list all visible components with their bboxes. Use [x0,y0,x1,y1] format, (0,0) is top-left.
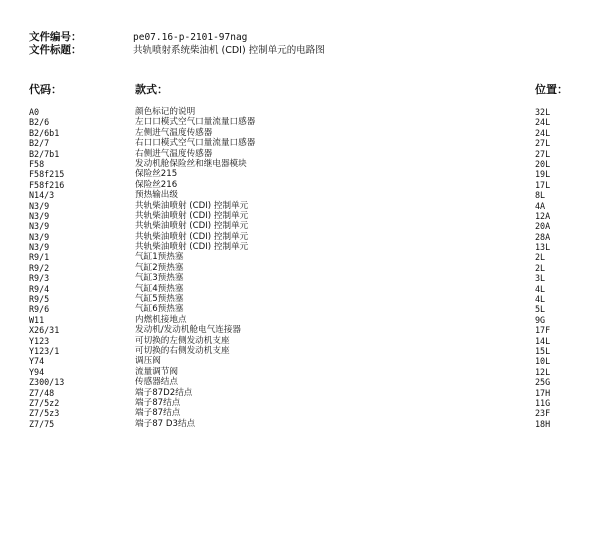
component-description: 左口口模式空气口量流量口感器 [135,117,256,128]
component-position: 4L [535,294,546,305]
component-code: Y123/1 [29,345,60,356]
component-position: 17H [535,387,551,398]
document-title-label: 文件标题： [29,44,82,56]
component-position: 27L [535,148,551,159]
table-row [0,180,602,190]
table-row [0,221,602,231]
component-description: 传感器结点 [135,377,178,388]
component-code: F58 [29,158,45,169]
table-row [0,294,602,304]
component-position: 20A [535,221,551,232]
table-row [0,201,602,211]
component-position: 14L [535,335,551,346]
component-position: 8L [535,190,546,201]
component-description: 颜色标记的说明 [135,107,196,117]
component-description: 气缸3预热塞 [135,273,184,284]
table-row [0,252,602,262]
table-row [0,211,602,221]
component-code: R9/3 [29,273,50,284]
column-header-code: 代码： [29,83,62,96]
table-row [0,117,602,127]
table-row [0,398,602,408]
table-row [0,273,602,283]
component-description: 共轨柴油喷射 (CDI) 控制单元 [135,231,249,242]
table-row [0,356,602,366]
component-code: N3/9 [29,231,50,242]
component-code: N3/9 [29,210,50,221]
component-description: 发动机舱保险丝和继电器模块 [135,158,247,169]
table-row [0,138,602,148]
component-description: 端子87 D3结点 [135,418,196,429]
table-row [0,315,602,325]
table-row [0,336,602,346]
table-row [0,346,602,356]
component-position: 12L [535,366,551,377]
table-row [0,367,602,377]
component-code: A0 [29,107,40,117]
table-row [0,169,602,179]
component-description: 共轨柴油喷射 (CDI) 控制单元 [135,210,249,221]
component-code: R9/6 [29,304,50,315]
component-position: 12A [535,210,551,221]
component-code: Y94 [29,366,45,377]
component-description: 可切换的右侧发动机支座 [135,345,230,356]
table-row [0,159,602,169]
component-code: N3/9 [29,200,50,211]
component-position: 19L [535,169,551,180]
component-code: N3/9 [29,242,50,253]
table-row [0,325,602,335]
table-row [0,408,602,418]
table-row [0,190,602,200]
component-description: 气缸6预热塞 [135,304,184,315]
document-number-value: pe07.16-p-2101-97nag [133,32,248,43]
component-description: 共轨柴油喷射 (CDI) 控制单元 [135,221,249,232]
component-code: Z7/48 [29,387,55,398]
table-row [0,377,602,387]
component-position: 2L [535,252,546,263]
component-position: 32L [535,107,551,117]
table-row [0,128,602,138]
component-code: N14/3 [29,190,55,201]
component-code: B2/7b1 [29,148,60,159]
component-code: N3/9 [29,221,50,232]
table-row [0,388,602,398]
component-position: 9G [535,314,546,325]
table-row [0,419,602,429]
component-code: B2/6b1 [29,127,60,138]
component-code: Z7/5z3 [29,408,60,419]
component-position: 10L [535,356,551,367]
component-description: 内燃机接地点 [135,314,187,325]
component-description: 气缸1预热塞 [135,252,184,263]
component-list [0,107,602,429]
component-code: R9/1 [29,252,50,263]
table-row [0,242,602,252]
component-position: 15L [535,345,551,356]
component-position: 17F [535,325,551,336]
component-code: B2/6 [29,117,50,128]
component-description: 保险丝215 [135,169,178,180]
table-row [0,232,602,242]
component-code: Z300/13 [29,377,65,388]
component-position: 5L [535,304,546,315]
table-row [0,284,602,294]
component-code: W11 [29,314,45,325]
component-position: 11G [535,397,551,408]
component-code: Y123 [29,335,50,346]
table-row [0,149,602,159]
component-description: 左侧进气温度传感器 [135,127,213,138]
component-code: Z7/5z2 [29,397,60,408]
component-code: R9/5 [29,294,50,305]
component-code: F58f216 [29,179,65,190]
component-position: 13L [535,242,551,253]
document-title-value: 共轨喷射系统柴油机 (CDI) 控制单元的电路图 [133,45,325,56]
component-description: 保险丝216 [135,179,178,190]
component-code: R9/2 [29,262,50,273]
column-header-description: 款式： [135,83,168,96]
component-description: 共轨柴油喷射 (CDI) 控制单元 [135,242,249,253]
component-code: Z7/75 [29,418,55,429]
component-code: R9/4 [29,283,50,294]
component-position: 18H [535,418,551,429]
component-description: 预热输出级 [135,190,178,201]
component-position: 17L [535,179,551,190]
component-description: 气缸4预热塞 [135,283,184,294]
component-description: 端子87结点 [135,408,181,419]
table-row [0,107,602,117]
component-description: 调压阀 [135,356,161,367]
component-description: 端子87结点 [135,397,181,408]
component-position: 4A [535,200,546,211]
component-position: 27L [535,138,551,149]
component-position: 28A [535,231,551,242]
component-description: 端子87D2结点 [135,387,193,398]
component-position: 25G [535,377,551,388]
component-position: 24L [535,127,551,138]
component-description: 右侧进气温度传感器 [135,148,213,159]
component-position: 4L [535,283,546,294]
component-code: X26/31 [29,325,60,336]
document-number-label: 文件编号： [29,31,82,43]
component-description: 右口口模式空气口量流量口感器 [135,138,256,149]
component-description: 流量调节阀 [135,366,178,377]
component-position: 24L [535,117,551,128]
component-description: 发动机/发动机舱电气连接器 [135,325,242,336]
component-description: 可切换的左侧发动机支座 [135,335,230,346]
component-code: Y74 [29,356,45,367]
component-description: 气缸2预热塞 [135,262,184,273]
table-row [0,263,602,273]
component-code: F58f215 [29,169,65,180]
component-position: 23F [535,408,551,419]
component-code: B2/7 [29,138,50,149]
component-position: 20L [535,158,551,169]
table-row [0,304,602,314]
column-header-position: 位置： [535,83,568,96]
component-description: 共轨柴油喷射 (CDI) 控制单元 [135,200,249,211]
component-position: 2L [535,262,546,273]
component-position: 3L [535,273,546,284]
component-description: 气缸5预热塞 [135,294,184,305]
